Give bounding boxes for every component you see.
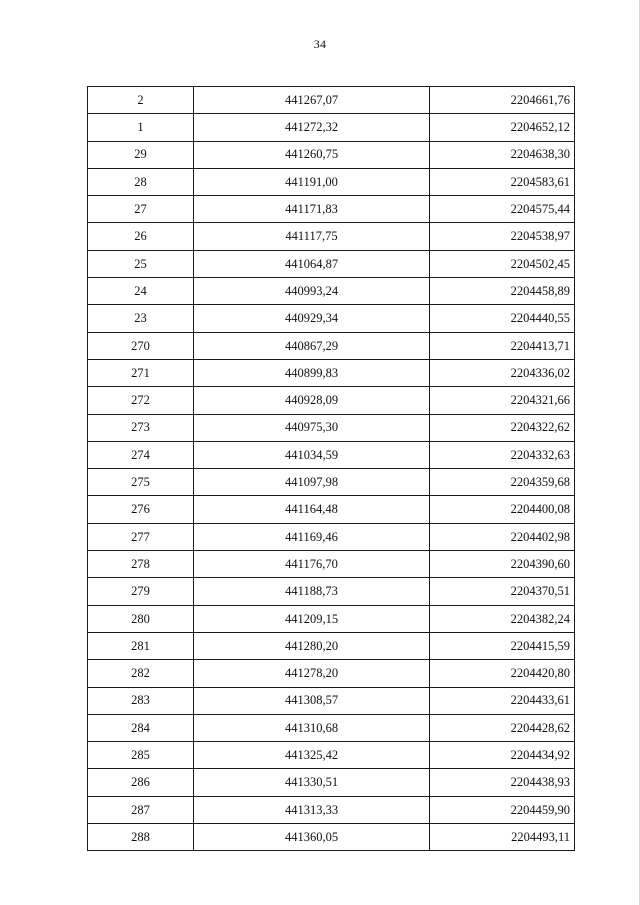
- table-row: [88, 496, 575, 523]
- point-number-cell: 270: [88, 332, 194, 359]
- y-coordinate-cell: 2204413,71: [430, 332, 575, 359]
- y-coordinate-cell: 2204438,93: [430, 769, 575, 796]
- table-row: [88, 250, 575, 277]
- y-coordinate-cell: 2204332,63: [430, 441, 575, 468]
- x-coordinate-cell: 441360,05: [194, 824, 430, 851]
- table-row: [88, 796, 575, 823]
- coordinates-table-body: [88, 87, 575, 851]
- point-number-cell: 282: [88, 660, 194, 687]
- y-coordinate-cell: 2204661,76: [430, 87, 575, 114]
- point-number-cell: 275: [88, 469, 194, 496]
- table-row: [88, 578, 575, 605]
- table-row: [88, 824, 575, 851]
- y-coordinate-cell: 2204440,55: [430, 305, 575, 332]
- table-row: [88, 141, 575, 168]
- y-coordinate-cell: 2204428,62: [430, 714, 575, 741]
- y-coordinate-cell: 2204400,08: [430, 496, 575, 523]
- x-coordinate-cell: 441330,51: [194, 769, 430, 796]
- y-coordinate-cell: 2204458,89: [430, 278, 575, 305]
- y-coordinate-cell: 2204359,68: [430, 469, 575, 496]
- point-number-cell: 25: [88, 250, 194, 277]
- point-number-cell: 27: [88, 196, 194, 223]
- point-number-cell: 279: [88, 578, 194, 605]
- x-coordinate-cell: 441325,42: [194, 742, 430, 769]
- y-coordinate-cell: 2204575,44: [430, 196, 575, 223]
- x-coordinate-cell: 441169,46: [194, 523, 430, 550]
- x-coordinate-cell: 441313,33: [194, 796, 430, 823]
- table-row: [88, 660, 575, 687]
- point-number-cell: 274: [88, 441, 194, 468]
- point-number-cell: 288: [88, 824, 194, 851]
- table-row: [88, 168, 575, 195]
- y-coordinate-cell: 2204382,24: [430, 605, 575, 632]
- table-row: [88, 387, 575, 414]
- x-coordinate-cell: 441117,75: [194, 223, 430, 250]
- point-number-cell: 277: [88, 523, 194, 550]
- table-row: [88, 114, 575, 141]
- y-coordinate-cell: 2204502,45: [430, 250, 575, 277]
- table-row: [88, 196, 575, 223]
- y-coordinate-cell: 2204420,80: [430, 660, 575, 687]
- table-row: [88, 742, 575, 769]
- point-number-cell: 280: [88, 605, 194, 632]
- y-coordinate-cell: 2204370,51: [430, 578, 575, 605]
- x-coordinate-cell: 441188,73: [194, 578, 430, 605]
- y-coordinate-cell: 2204538,97: [430, 223, 575, 250]
- x-coordinate-cell: 441034,59: [194, 441, 430, 468]
- x-coordinate-cell: 441064,87: [194, 250, 430, 277]
- table-row: [88, 332, 575, 359]
- point-number-cell: 278: [88, 551, 194, 578]
- table-row: [88, 714, 575, 741]
- y-coordinate-cell: 2204583,61: [430, 168, 575, 195]
- table-row: [88, 223, 575, 250]
- point-number-cell: 24: [88, 278, 194, 305]
- x-coordinate-cell: 441209,15: [194, 605, 430, 632]
- point-number-cell: 28: [88, 168, 194, 195]
- x-coordinate-cell: 441260,75: [194, 141, 430, 168]
- y-coordinate-cell: 2204493,11: [430, 824, 575, 851]
- table-row: [88, 605, 575, 632]
- point-number-cell: 285: [88, 742, 194, 769]
- x-coordinate-cell: 441176,70: [194, 551, 430, 578]
- table-row: [88, 87, 575, 114]
- y-coordinate-cell: 2204390,60: [430, 551, 575, 578]
- x-coordinate-cell: 441191,00: [194, 168, 430, 195]
- y-coordinate-cell: 2204402,98: [430, 523, 575, 550]
- y-coordinate-cell: 2204638,30: [430, 141, 575, 168]
- x-coordinate-cell: 441164,48: [194, 496, 430, 523]
- x-coordinate-cell: 441278,20: [194, 660, 430, 687]
- x-coordinate-cell: 440928,09: [194, 387, 430, 414]
- x-coordinate-cell: 441272,32: [194, 114, 430, 141]
- point-number-cell: 287: [88, 796, 194, 823]
- y-coordinate-cell: 2204321,66: [430, 387, 575, 414]
- table-row: [88, 687, 575, 714]
- table-row: [88, 414, 575, 441]
- y-coordinate-cell: 2204434,92: [430, 742, 575, 769]
- x-coordinate-cell: 441171,83: [194, 196, 430, 223]
- table-row: [88, 441, 575, 468]
- point-number-cell: 283: [88, 687, 194, 714]
- x-coordinate-cell: 441267,07: [194, 87, 430, 114]
- x-coordinate-cell: 441280,20: [194, 632, 430, 659]
- point-number-cell: 23: [88, 305, 194, 332]
- point-number-cell: 273: [88, 414, 194, 441]
- point-number-cell: 26: [88, 223, 194, 250]
- point-number-cell: 1: [88, 114, 194, 141]
- table-row: [88, 632, 575, 659]
- point-number-cell: 284: [88, 714, 194, 741]
- table-row: [88, 523, 575, 550]
- x-coordinate-cell: 440867,29: [194, 332, 430, 359]
- x-coordinate-cell: 441310,68: [194, 714, 430, 741]
- y-coordinate-cell: 2204459,90: [430, 796, 575, 823]
- x-coordinate-cell: 441097,98: [194, 469, 430, 496]
- x-coordinate-cell: 440993,24: [194, 278, 430, 305]
- y-coordinate-cell: 2204415,59: [430, 632, 575, 659]
- table-row: [88, 469, 575, 496]
- x-coordinate-cell: 440975,30: [194, 414, 430, 441]
- point-number-cell: 276: [88, 496, 194, 523]
- table-row: [88, 769, 575, 796]
- coordinates-table: [87, 86, 575, 851]
- point-number-cell: 286: [88, 769, 194, 796]
- table-row: [88, 305, 575, 332]
- page-number: 34: [313, 37, 327, 51]
- table-row: [88, 359, 575, 386]
- point-number-cell: 29: [88, 141, 194, 168]
- x-coordinate-cell: 440929,34: [194, 305, 430, 332]
- y-coordinate-cell: 2204322,62: [430, 414, 575, 441]
- point-number-cell: 2: [88, 87, 194, 114]
- table-row: [88, 278, 575, 305]
- y-coordinate-cell: 2204433,61: [430, 687, 575, 714]
- x-coordinate-cell: 440899,83: [194, 359, 430, 386]
- x-coordinate-cell: 441308,57: [194, 687, 430, 714]
- point-number-cell: 272: [88, 387, 194, 414]
- point-number-cell: 281: [88, 632, 194, 659]
- point-number-cell: 271: [88, 359, 194, 386]
- y-coordinate-cell: 2204652,12: [430, 114, 575, 141]
- table-row: [88, 551, 575, 578]
- y-coordinate-cell: 2204336,02: [430, 359, 575, 386]
